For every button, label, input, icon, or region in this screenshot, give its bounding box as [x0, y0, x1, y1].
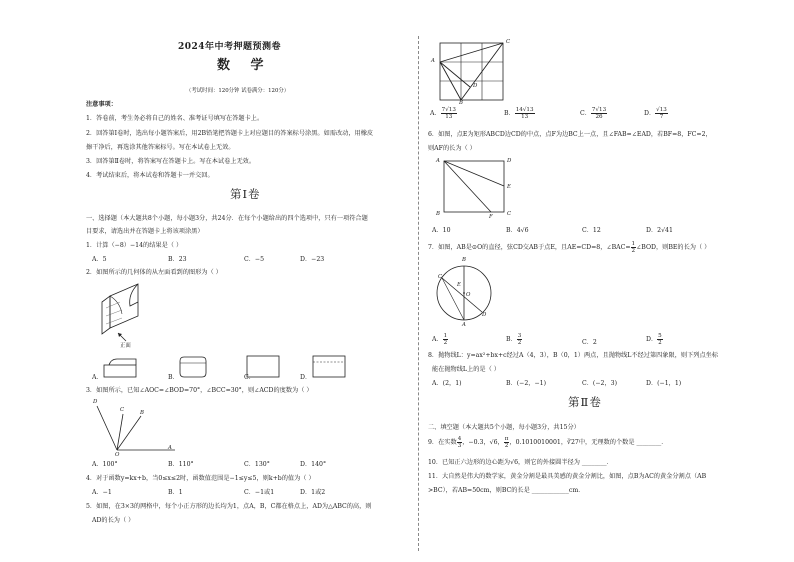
q2-option-d: D． — [300, 374, 312, 381]
q7-option-d: D． $\frac{5}{2}$ — [646, 333, 662, 346]
question-2-stem: 2．如图所示的几何体的从左面看到的图形为（ ） — [86, 269, 222, 276]
q6-label-e: E — [507, 184, 511, 190]
question-8-stem: 能在抛物线L上的是（ ） — [432, 366, 500, 373]
q8-option-a: A．(2，1) — [432, 380, 462, 387]
q1-option-c: C．−5 — [244, 256, 265, 263]
question-3-stem: 3．如图所示，已知∠AOC=∠BOD=70°，∠BCC=30°，则∠ACD的度数为（ ） — [86, 387, 313, 394]
q5-label-b: B — [459, 100, 463, 106]
note-item: 1．答卷前，考生务必将自己的姓名、准考证号填写在答题卡上。 — [86, 115, 264, 122]
q2-option-c: C． — [244, 374, 255, 381]
question-8-stem: 8．抛物线L：y=ax²+bx+c经过A（4，3），B（0，1）两点，且抛物线L不经过第四象限，则下列点坐标 — [428, 352, 719, 359]
q4-option-a: A．−1 — [92, 489, 112, 496]
q3-option-d: D．140° — [300, 461, 327, 468]
q8-option-b: B．(−2，−1) — [506, 380, 546, 387]
question-6-stem: 则AF的长为（ ） — [428, 145, 476, 152]
q6-label-a: A — [436, 158, 440, 164]
q4-option-c: C．−1或1 — [244, 489, 275, 496]
question-11: >BC），若AB=50cm，则BC的长是 ____________cm． — [428, 487, 585, 494]
q6-label-d: D — [507, 158, 512, 164]
q2-option-b-shape — [178, 355, 208, 379]
q7-label-c: C — [438, 274, 443, 280]
question-1-stem: 1．计算（−8）−14的结果是（ ） — [86, 242, 183, 249]
section2-instruction: 二、填空题（本大题共5个小题，每小题3分，共15分） — [428, 424, 580, 431]
q7-label-a: A — [462, 322, 466, 328]
question-5-stem: 5．如图，在3×3的网格中，每个小正方形的边长均为1，点A，B，C都在格点上，AD为△ABC的高，则 — [86, 503, 372, 510]
part2-title: 第Ⅱ卷 — [568, 395, 602, 409]
q7-label-e: E — [457, 282, 461, 288]
q8-option-c: C．(−2，3) — [582, 380, 617, 387]
q5-label-a: A — [431, 58, 435, 64]
q5-label-c: C — [506, 39, 511, 45]
q3-label-o: O — [115, 452, 120, 458]
q6-label-f: F — [489, 214, 493, 220]
section1-instruction: 目要求，请选出并在答题卡上将该项涂黑） — [86, 228, 204, 235]
q3-option-a: A．100° — [92, 461, 118, 468]
q4-option-b: B．1 — [168, 489, 183, 496]
note-item: 3．回答第Ⅱ卷时，将答案写在答题卡上。写在本试卷上无效。 — [86, 158, 256, 165]
q6-option-d: D．2√41 — [646, 227, 673, 234]
question-4-stem: 4．对于函数y=kx+b，当0≤x≤2时，函数值范围是−1≤y≤5，则k+b的值为（ ） — [86, 475, 315, 482]
q2-option-a-shape — [103, 357, 139, 379]
question-6-stem: 6．如图，点E为矩形ABCD边CD的中点，点F为边BC上一点，且∠FAB=∠EAD，若BF=8，FC=2， — [428, 131, 712, 138]
q4-option-d: D．1或2 — [300, 489, 326, 496]
question-5-stem: AD的长为（ ） — [92, 517, 135, 524]
q8-option-d: D．(−1，1) — [646, 380, 682, 387]
question-7-stem: 7．如图，AB是⊙O的直径，弦CD交AB于点E，且AE=CD=8，∠BAC= $\frac{1}{2}$ ∠BOD，则BE的长为（ ） — [428, 241, 711, 254]
question-10: 10．已知正六边形的边心距为√6，则它的外接圆半径为 ________． — [428, 459, 613, 466]
q5-option-a: A． $\frac{7√13}{13}$ — [430, 107, 456, 120]
notes-heading: 注意事项： — [86, 101, 117, 108]
q6-label-c: C — [507, 211, 512, 217]
note-item: 4．考试结束后，将本试卷和答题卡一并交回。 — [86, 172, 214, 179]
q5-label-d: D — [473, 83, 478, 89]
exam-title: 2024年中考押题预测卷 — [178, 42, 282, 52]
q7-label-d: D — [482, 312, 487, 318]
q5-option-b: B． $\frac{14√13}{13}$ — [504, 107, 534, 120]
column-divider — [418, 36, 419, 551]
note-item: 擦干净后，再选涂其他答案标号。写在本试卷上无效。 — [86, 144, 235, 151]
q3-label-c: C — [120, 407, 125, 413]
section1-instruction: 一、选择题（本大题共8个小题，每小题3分，共24分．在每个小题给出的四个选项中，只有一项符合题 — [86, 215, 368, 222]
q3-label-b: B — [140, 410, 144, 416]
part1-title: 第Ⅰ卷 — [230, 187, 261, 201]
q7-option-a: A． $\frac{1}{2}$ — [432, 333, 448, 346]
question-11: 11．大自然是伟大的数学家，黄金分割是最具美感的黄金分割比，如图，点B为AC的黄金分割点（AB — [428, 473, 707, 480]
q7-option-c: C．2 — [582, 339, 597, 346]
q3-label-a: A — [168, 445, 172, 451]
q3-label-d: D — [93, 399, 98, 405]
q3-option-b: B．110° — [168, 461, 194, 468]
q7-label-o: O — [466, 292, 471, 298]
q1-option-a: A．5 — [92, 256, 107, 263]
question-9: 9．在实数 $\frac{4}{3}$ ，−0.3，√6， $\frac{\pi}{2}$ ，0.1010010001，∛27中，无理数的个数是 ________． — [428, 436, 668, 449]
front-label: 正面 — [120, 343, 131, 349]
q7-label-b: B — [462, 257, 466, 263]
q2-option-c-shape — [246, 355, 280, 379]
q7-circle-figure — [434, 262, 496, 324]
q3-option-c: C．130° — [244, 461, 270, 468]
q6-label-b: B — [436, 211, 440, 217]
q7-option-b: B． $\frac{3}{2}$ — [506, 333, 522, 346]
q5-option-c: C． $\frac{7√13}{26}$ — [580, 107, 607, 120]
q1-option-b: B．23 — [168, 256, 187, 263]
q2-option-d-shape — [312, 355, 346, 379]
subject-title: 数 学 — [217, 58, 272, 73]
note-item: 2．回答第Ⅰ卷时，选出每小题答案后，用2B铅笔把答题卡上对应题目的答案标号涂黑。如需改动，用橡皮 — [86, 130, 374, 137]
q6-option-b: B．4√6 — [506, 227, 529, 234]
exam-info: （考试时间：120分钟 试卷满分：120分） — [186, 88, 290, 94]
q2-option-a: A． — [92, 374, 103, 381]
q6-rectangle-figure — [443, 160, 507, 214]
q5-option-d: D． $\frac{√13}{7}$ — [644, 107, 667, 120]
q2-option-b: B． — [168, 374, 179, 381]
q6-option-c: C．12 — [582, 227, 601, 234]
q2-solid-figure — [100, 280, 152, 338]
q1-option-d: D．−23 — [300, 256, 325, 263]
q5-grid-figure — [438, 41, 506, 103]
q6-option-a: A．10 — [432, 227, 451, 234]
